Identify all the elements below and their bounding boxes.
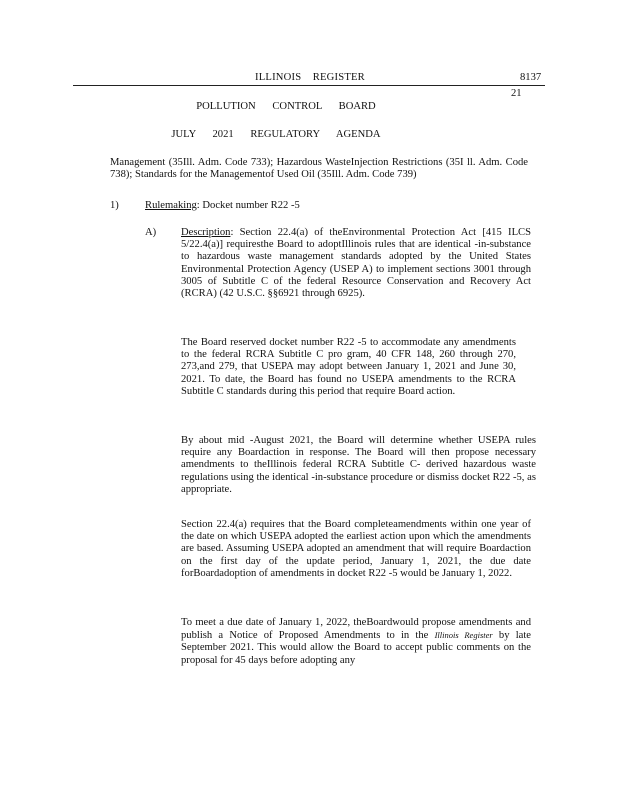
description-label: Description	[181, 227, 231, 238]
item-number: 1)	[110, 200, 119, 211]
intro-paragraph: Management (35Ill. Adm. Code 733); Hazardous WasteInjection Restrictions (35I ll. Adm. Code 738); Standards for the Managementof Used Oil (35Ill. Adm. Code 739)	[110, 157, 528, 181]
body-paragraph: Section 22.4(a) requires that the Board completeamendments within one year of the date on which USEPA adopted the earliest action upon which the amendments are based. Assuming USEPA adopted an amendment that will require Boardaction on the first day of the update period, January 1, 2021, the due date forBoardadoption of amendments in docket R22 -5 would be January 1, 2022.	[181, 519, 531, 579]
last-paragraph-end: by late September 2021. This would allow the Board to accept public comments on the proposal for 45 days before adopting any	[181, 630, 532, 666]
agenda-heading: JULY 2021 REGULATORY AGENDA	[171, 129, 381, 140]
board-heading: POLLUTION CONTROL BOARD	[196, 101, 376, 112]
register-title: ILLINOIS REGISTER	[255, 72, 365, 83]
item-heading	[145, 200, 300, 211]
subitem-letter: A)	[145, 227, 157, 238]
item-label: Rulemaking	[145, 200, 197, 211]
description-text: : Section 22.4(a) of theEnvironmental Protection Act [415 ILCS 5/22.4(a)] requiresthe Board to adoptIllinois rules that are identical -in-substance to hazardous waste management standards adopted by the United States Environmental Protection Agency (USEP A) to implement sections 3001 through 3005 of Subtitle C of the federal Resource Conservation and Recovery Act (RCRA) (42 U.S.C. §§6921 through 6925).	[181, 227, 531, 300]
volume-number: 21	[511, 88, 522, 99]
body-paragraph: The Board reserved docket number R22 -5 to accommodate any amendments to the federal RCRA Subtitle C pro gram, 40 CFR 148, 260 through 270, 273,and 279, that USEPA may adopt between January 1, 2021 and June 30, 2021. To date, the Board has found no USEPA amendments to the RCRA Subtitle C standards during this period that require Board action.	[181, 337, 516, 397]
item-docket: : Docket number R22 -5	[196, 200, 300, 211]
register-italic: Illinois Register	[434, 630, 493, 641]
description-paragraph	[181, 227, 531, 300]
page-number: 8137	[520, 72, 542, 83]
body-paragraph	[181, 617, 531, 667]
header-rule	[73, 85, 545, 86]
body-paragraph: By about mid -August 2021, the Board will determine whether USEPA rules require any Boardaction in response. The Board will then propose necessary amendments to theIllinois federal RCRA Subtitle C- derived hazardous waste regulations using the identical -in-substance procedure or dismiss docket R22 -5, as appropriate.	[181, 435, 536, 495]
last-paragraph-start: To meet a due date of January 1, 2022, theBoardwould propose amendments and publish a Notice of Proposed Amendments to in the	[181, 617, 531, 642]
